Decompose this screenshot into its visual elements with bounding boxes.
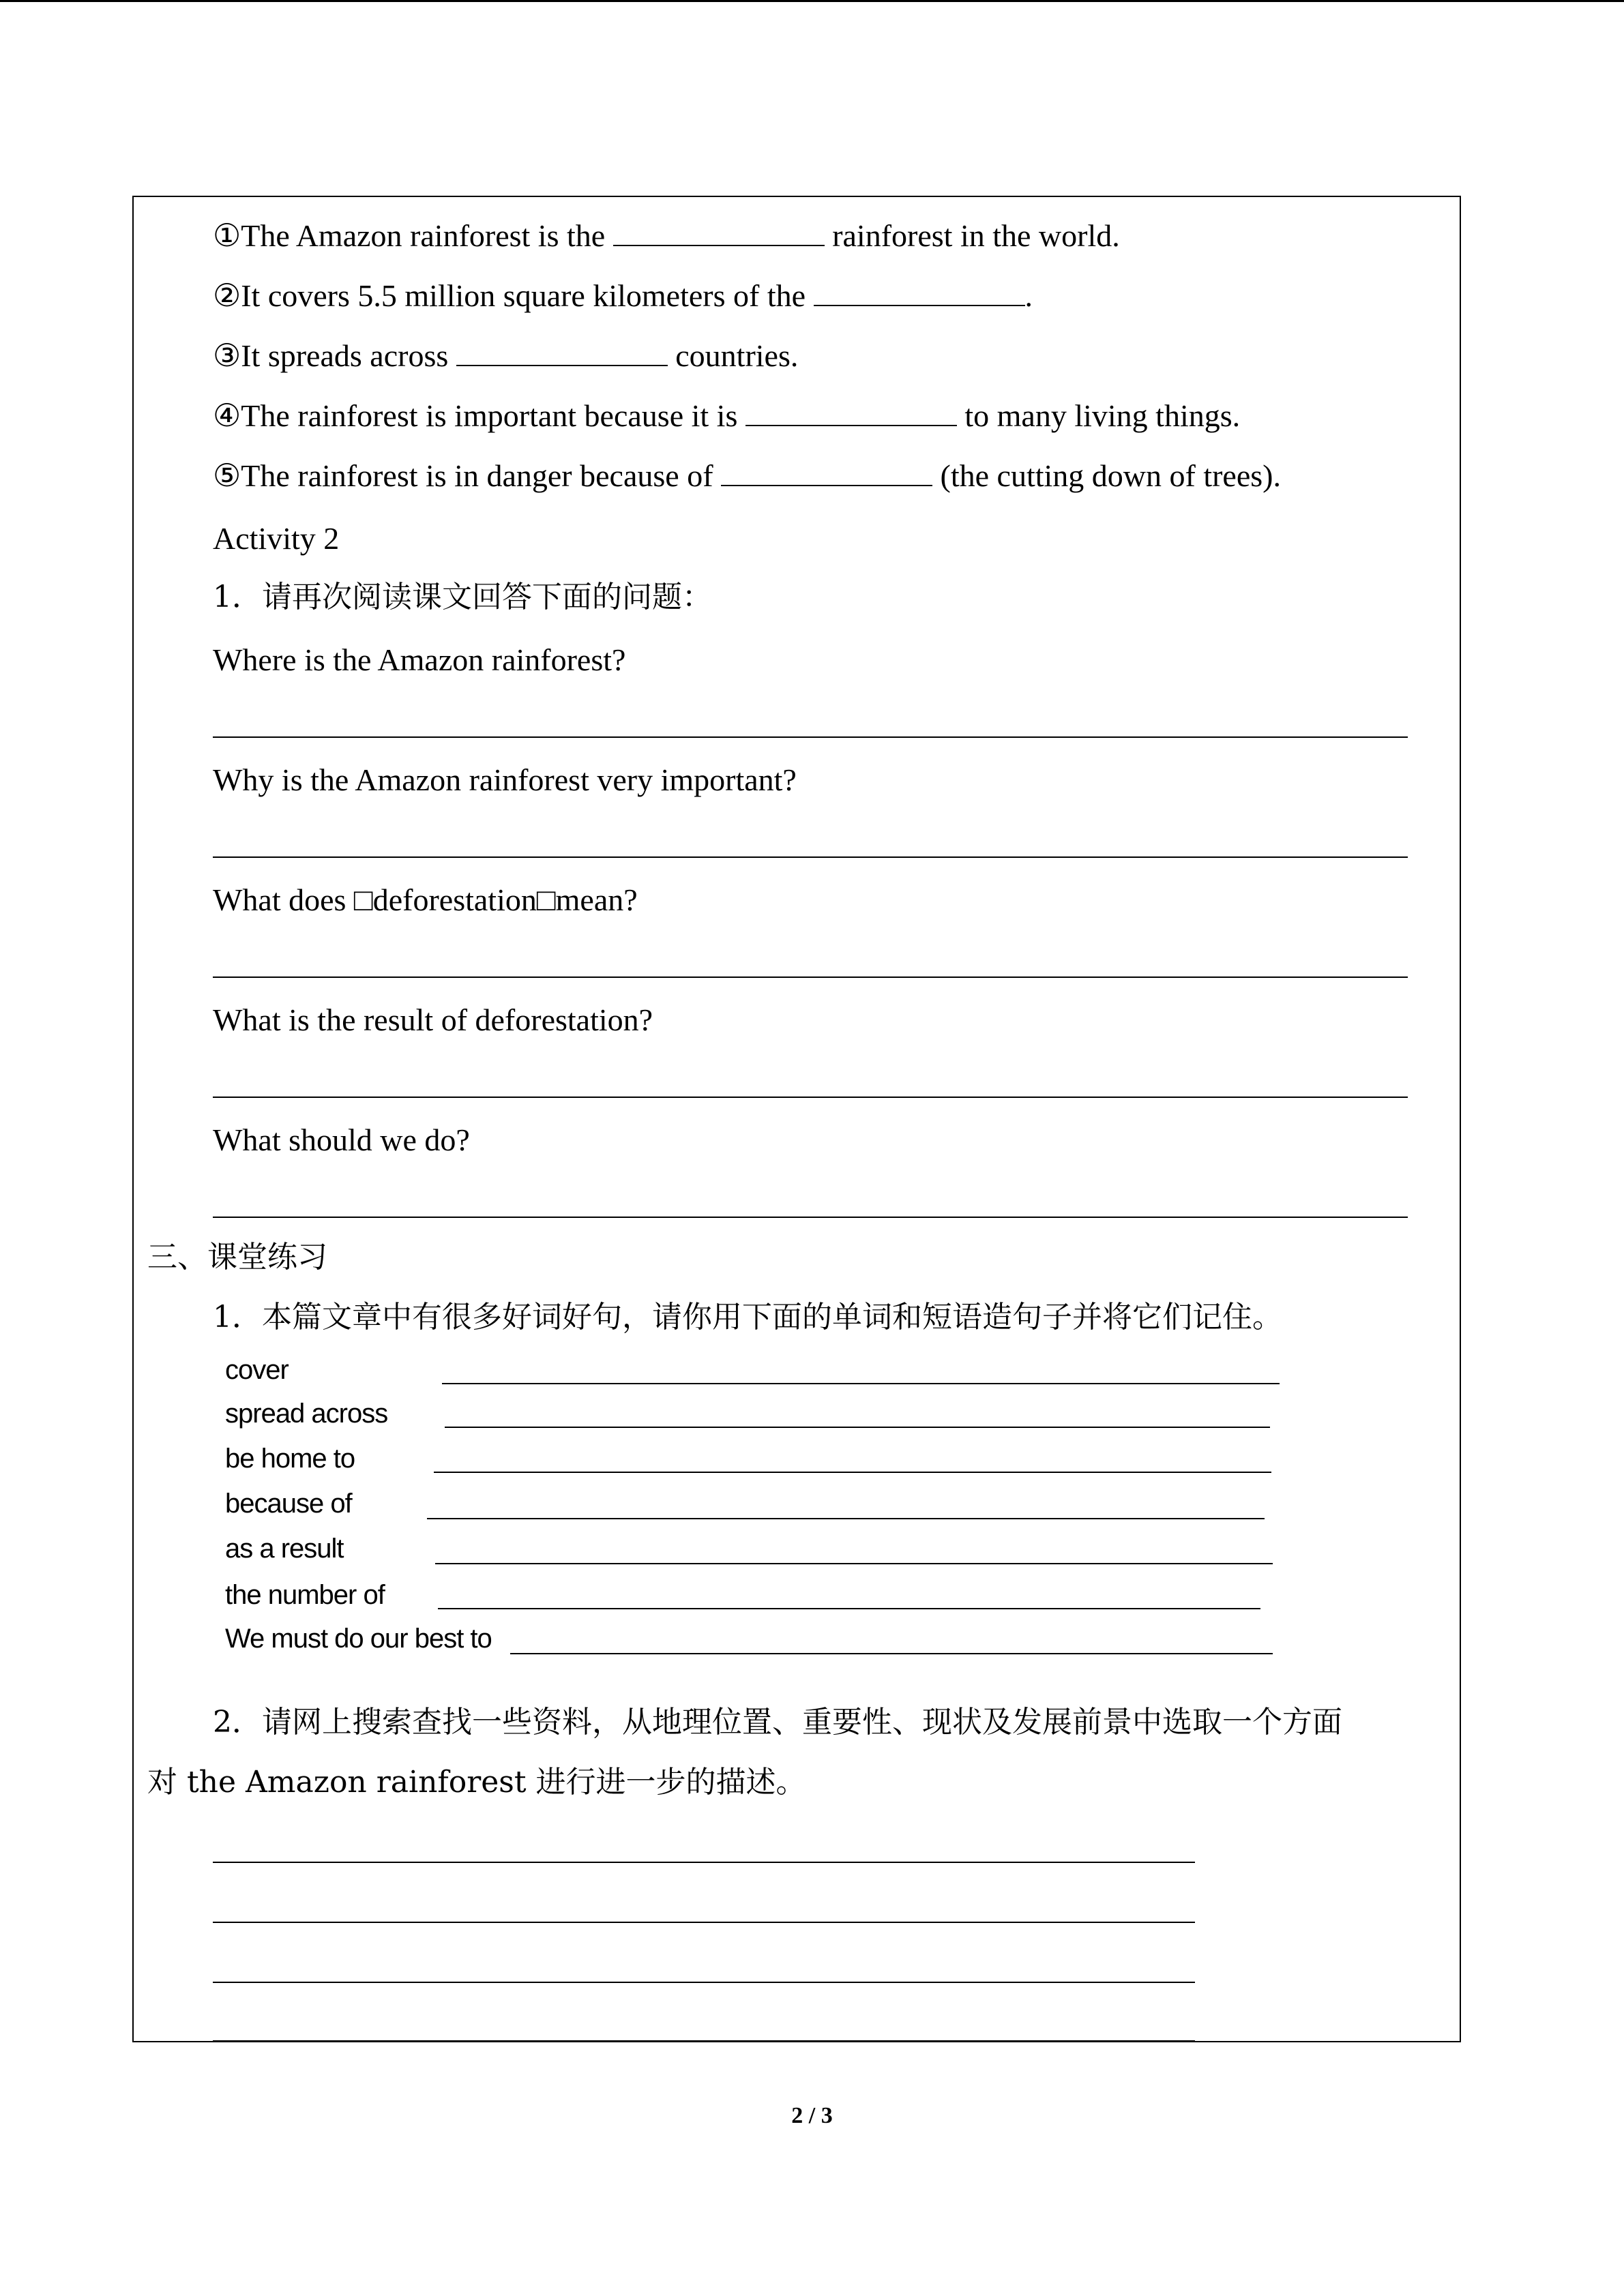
answer-line[interactable] <box>213 856 1408 858</box>
answer-blank[interactable] <box>745 398 957 426</box>
fill-in-item-4: ④The rainforest is important because it is to many living things. <box>213 398 1241 433</box>
writing-line[interactable] <box>213 1922 1195 1923</box>
sentence-line[interactable] <box>435 1563 1273 1564</box>
question-5: What should we do? <box>213 1122 470 1157</box>
sentence-line[interactable] <box>442 1383 1280 1384</box>
sentence-line[interactable] <box>510 1653 1273 1654</box>
question-4: What is the result of deforestation? <box>213 1002 653 1037</box>
task-1-instruction: 1．本篇文章中有很多好词好句，请你用下面的单词和短语造句子并将它们记住。 <box>213 1300 1282 1335</box>
vocab-word: We must do our best to <box>225 1624 492 1654</box>
activity-title: Activity 2 <box>213 521 340 556</box>
answer-blank[interactable] <box>814 278 1025 306</box>
answer-line[interactable] <box>213 976 1408 978</box>
task-2-instruction-line-2: 对 the Amazon rainforest 进行进一步的描述。 <box>147 1765 806 1800</box>
fill-in-item-1: ①The Amazon rainforest is the rainforest in the world. <box>213 218 1120 253</box>
section-heading: 三、课堂练习 <box>147 1240 327 1274</box>
vocab-word: as a result <box>225 1534 344 1564</box>
sentence-line[interactable] <box>434 1472 1271 1473</box>
page-number: 2 / 3 <box>791 2103 833 2128</box>
writing-line[interactable] <box>213 1862 1195 1863</box>
question-2: Why is the Amazon rainforest very important? <box>213 762 797 797</box>
answer-blank[interactable] <box>613 218 825 246</box>
writing-line[interactable] <box>213 2040 1195 2042</box>
vocab-word: spread across <box>225 1399 388 1429</box>
answer-line[interactable] <box>213 1097 1408 1098</box>
sentence-line[interactable] <box>438 1608 1260 1609</box>
writing-line[interactable] <box>213 1982 1195 1983</box>
question-3: What does □deforestation□mean? <box>213 882 638 917</box>
activity-instruction: 1．请再次阅读课文回答下面的问题： <box>213 580 712 614</box>
sentence-line[interactable] <box>427 1518 1265 1519</box>
vocab-word: because of <box>225 1489 352 1519</box>
answer-blank[interactable] <box>721 458 932 486</box>
fill-in-item-3: ③It spreads across countries. <box>213 338 799 373</box>
fill-in-item-2: ②It covers 5.5 million square kilometers of the . <box>213 278 1033 313</box>
answer-line[interactable] <box>213 1217 1408 1218</box>
task-2-instruction-line-1: 2．请网上搜索查找一些资料，从地理位置、重要性、现状及发展前景中选取一个方面 <box>213 1705 1342 1740</box>
vocab-word: cover <box>225 1355 289 1385</box>
sentence-line[interactable] <box>445 1427 1270 1428</box>
answer-line[interactable] <box>213 736 1408 738</box>
vocab-word: be home to <box>225 1444 355 1474</box>
question-1: Where is the Amazon rainforest? <box>213 642 626 677</box>
answer-blank[interactable] <box>456 338 668 366</box>
vocab-word: the number of <box>225 1580 385 1610</box>
top-border <box>0 0 1624 2</box>
fill-in-item-5: ⑤The rainforest is in danger because of (the cutting down of trees). <box>213 458 1281 493</box>
